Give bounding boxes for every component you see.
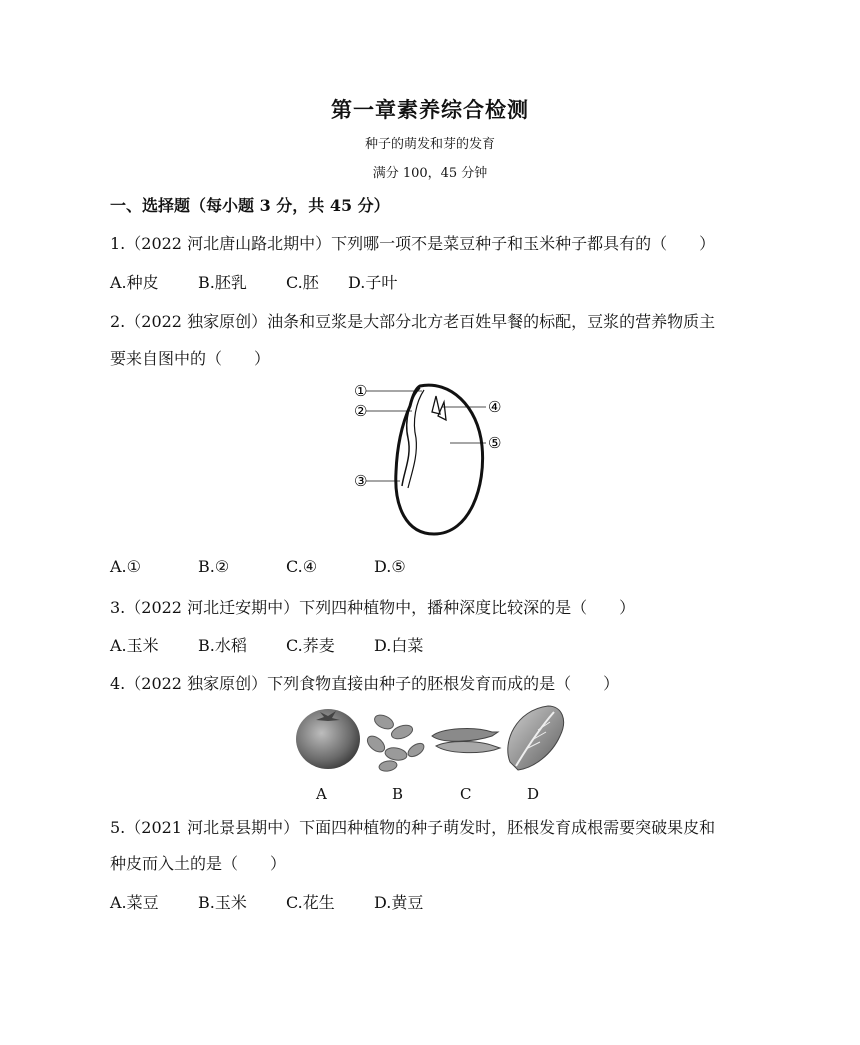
label-2: ②	[354, 402, 368, 420]
q5-option-c: C.花生	[286, 893, 335, 912]
question-3-text: 3.（2022 河北迁安期中）下列四种植物中，播种深度比较深的是（ ）	[110, 598, 636, 617]
page-title: 第一章素养综合检测	[331, 97, 529, 122]
q3-option-d: D.白菜	[374, 636, 424, 655]
tomato-image	[296, 709, 360, 769]
label-5: ⑤	[488, 434, 502, 452]
score-time-info: 满分 100，45 分钟	[372, 166, 488, 181]
question-4-text: 4.（2022 独家原创）下列食物直接由种子的胚根发育而成的是（ ）	[110, 674, 620, 693]
food-images	[292, 702, 572, 774]
seeds-image	[364, 712, 426, 772]
q2-option-d: D.⑤	[374, 557, 406, 576]
q5-option-d: D.黄豆	[374, 893, 424, 912]
question-5-text-line-1: 5.（2021 河北景县期中）下面四种植物的种子萌发时，胚根发育成根需要突破果皮和	[110, 818, 716, 837]
question-2-text-line-1: 2.（2022 独家原创）油条和豆浆是大部分北方老百姓早餐的标配，豆浆的营养物质主	[110, 312, 716, 331]
plumule-leaf-left	[432, 396, 440, 414]
question-1-text: 1.（2022 河北唐山路北期中）下列哪一项不是菜豆种子和玉米种子都具有的（ ）	[110, 234, 716, 253]
q3-option-c: C.荞麦	[286, 636, 335, 655]
q1-option-a: A.种皮	[110, 273, 159, 292]
q1-option-d: D.子叶	[348, 273, 398, 292]
question-2-text-line-2: 要来自图中的（ ）	[110, 349, 271, 368]
image-label-c: C	[460, 785, 472, 803]
label-3: ③	[354, 472, 368, 490]
label-1: ①	[354, 382, 368, 400]
image-label-b: B	[392, 785, 404, 803]
roots-image	[432, 729, 500, 753]
label-4: ④	[488, 398, 502, 416]
q5-option-b: B.玉米	[198, 893, 247, 912]
q1-option-c: C.胚	[286, 273, 319, 292]
q5-option-a: A.菜豆	[110, 893, 159, 912]
cabbage-leaf-image	[508, 706, 564, 770]
q2-option-c: C.④	[286, 557, 318, 576]
page-subtitle: 种子的萌发和芽的发育	[364, 137, 495, 152]
section-heading: 一、选择题（每小题 3 分，共 45 分）	[110, 196, 390, 215]
q3-option-b: B.水稻	[198, 636, 247, 655]
q3-option-a: A.玉米	[110, 636, 159, 655]
q2-option-b: B.②	[198, 557, 230, 576]
q2-option-a: A.①	[110, 557, 141, 576]
bean-seed-diagram	[350, 376, 520, 542]
image-label-a: A	[316, 785, 327, 803]
image-label-d: D	[527, 785, 540, 803]
q1-option-b: B.胚乳	[198, 273, 247, 292]
question-5-text-line-2: 种皮而入土的是（ ）	[110, 854, 287, 873]
